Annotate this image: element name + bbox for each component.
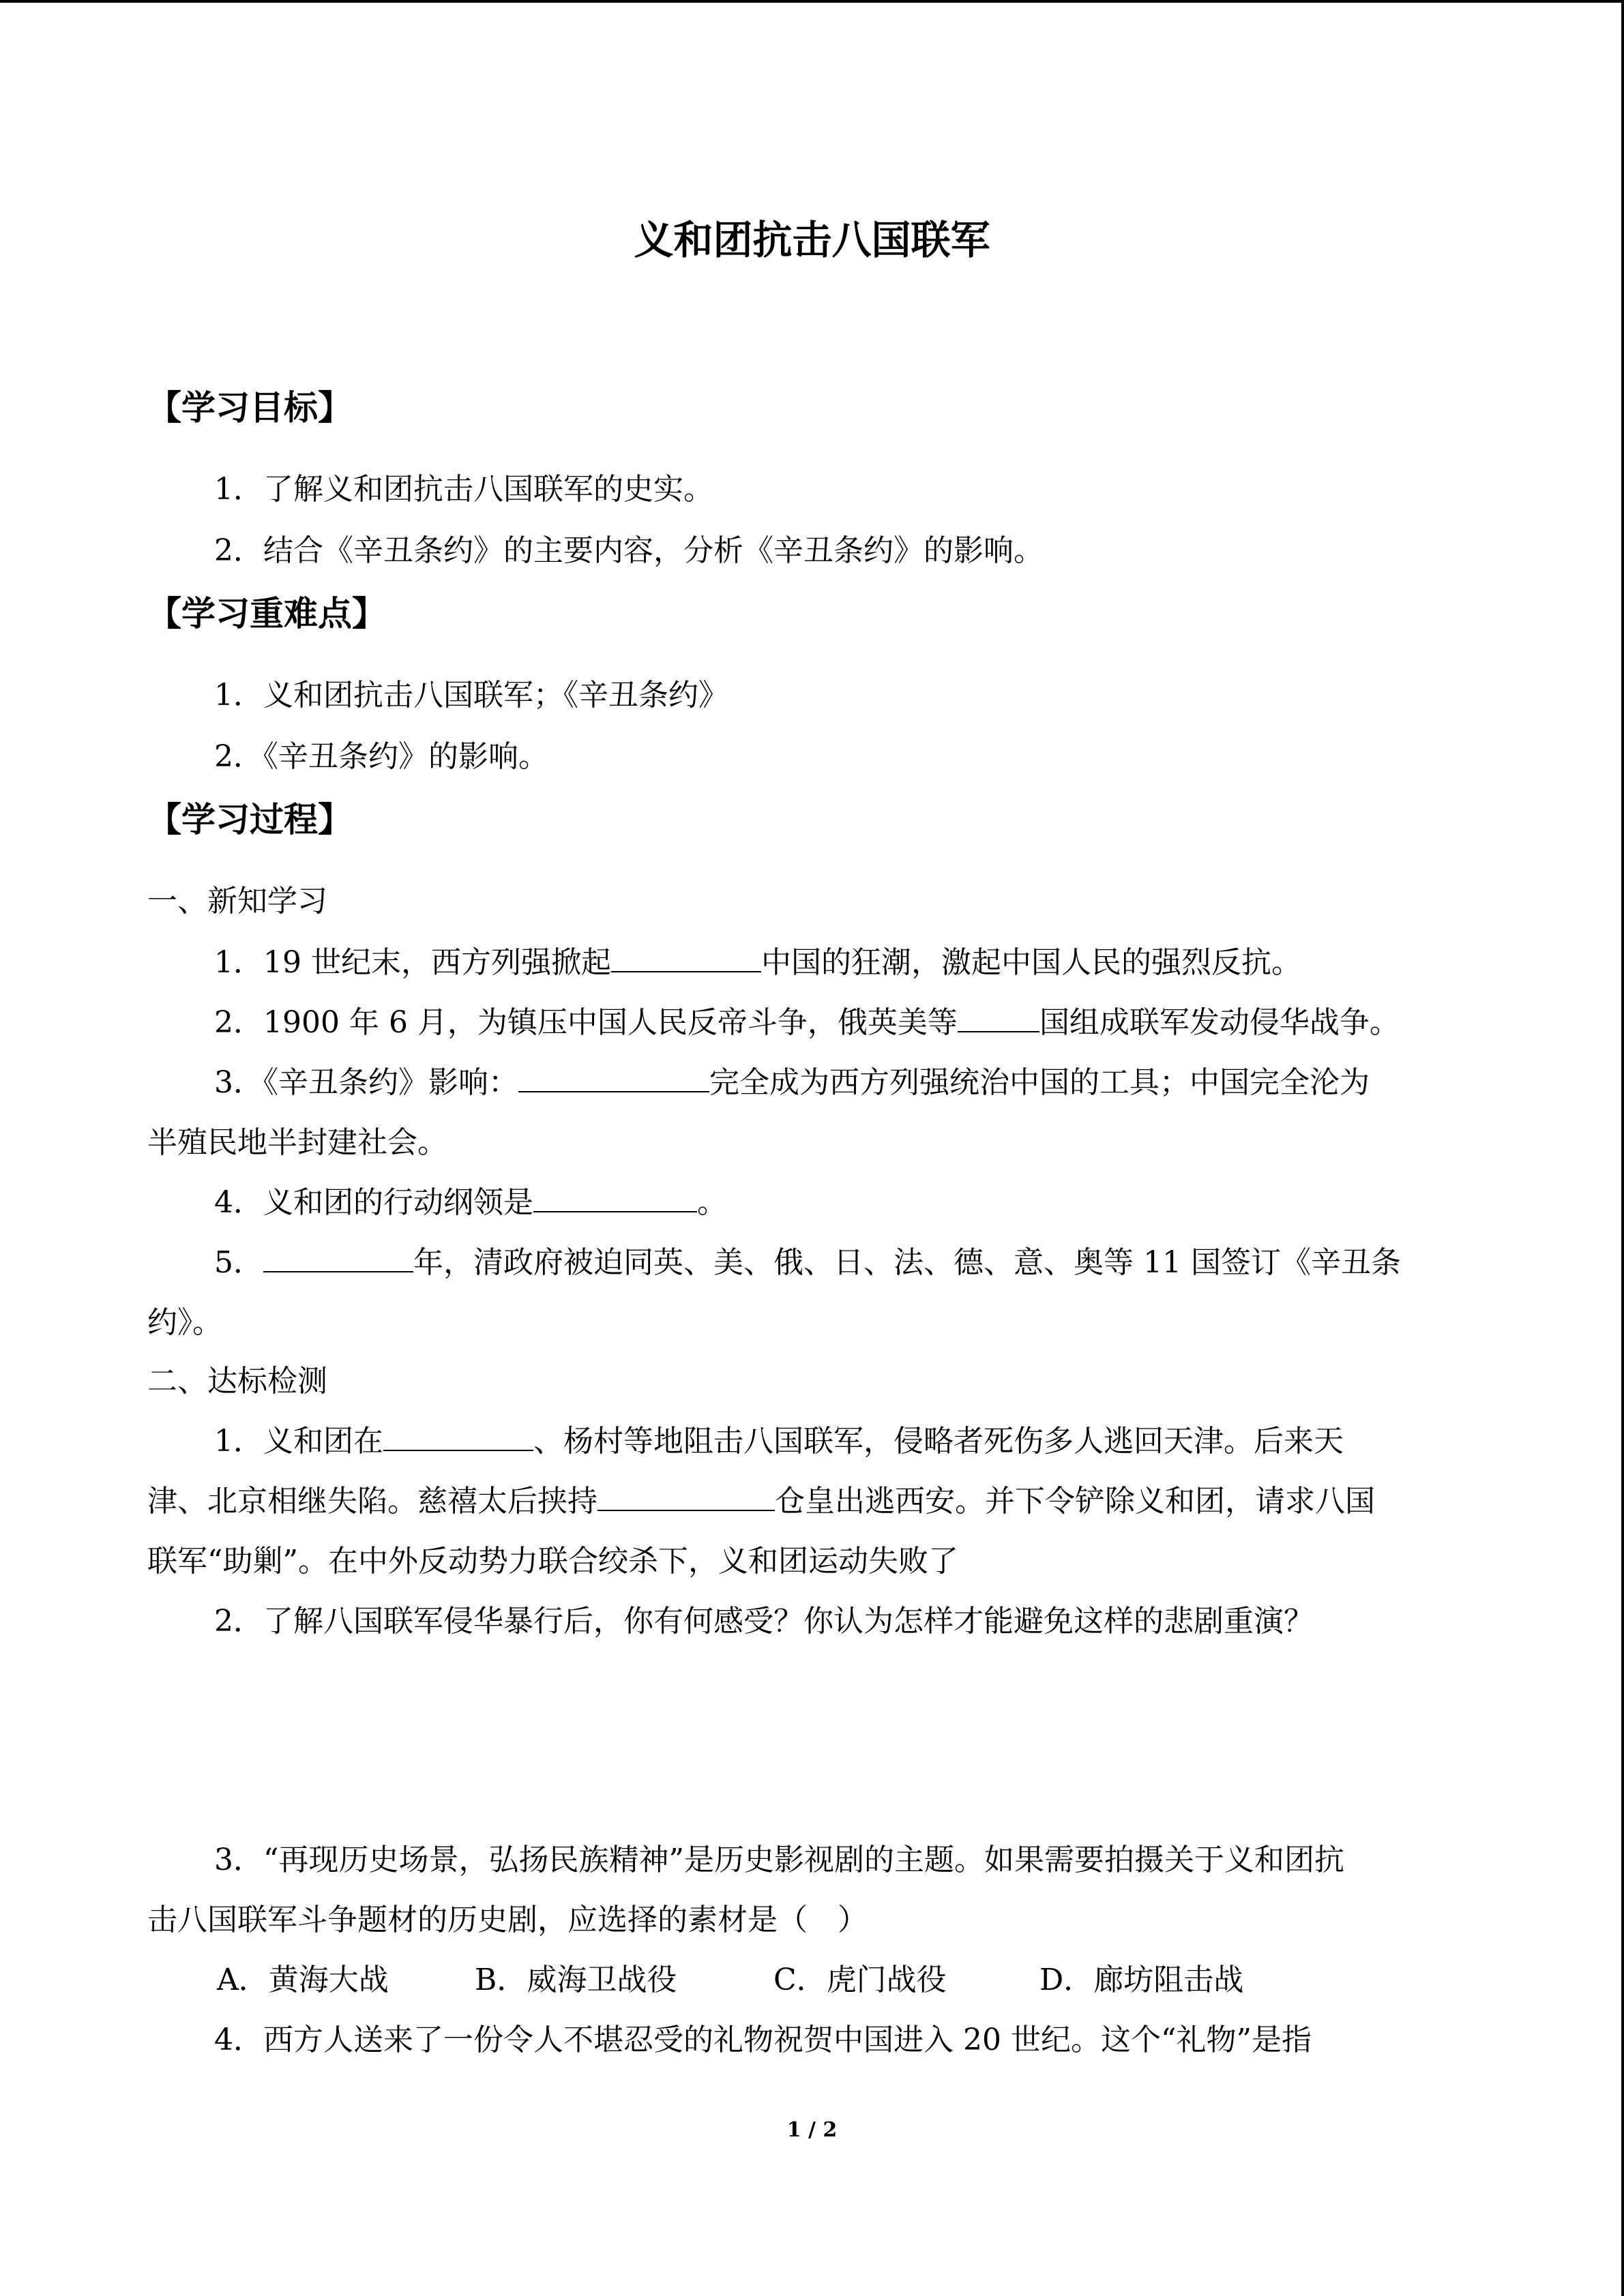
- part2-q1-text-e: 联军“助剿”。在中外反动势力联合绞杀下，义和团运动失败了: [147, 1544, 958, 1579]
- key-point-item-1: 1．义和团抗击八国联军；《辛丑条约》: [214, 678, 728, 713]
- part1-question-4: [214, 1181, 1551, 1225]
- page-title: 义和团抗击八国联军: [634, 217, 990, 263]
- goal-item-1: 1．了解义和团抗击八国联军的史实。: [214, 472, 713, 507]
- part1-q2-text-b: 国组成联军发动侵华战争。: [1039, 1005, 1400, 1040]
- section-heading-goals: 【学习目标】: [147, 387, 352, 428]
- part1-q1-text-b: 中国的狂潮，激起中国人民的强烈反抗。: [761, 945, 1301, 980]
- part1-question-2: [214, 1001, 1551, 1045]
- part2-question-3: 3．“再现历史场景，弘扬民族精神”是历史影视剧的主题。如果需要拍摄关于义和团抗: [214, 1843, 1344, 1877]
- part2-q1-text-c: 津、北京相继失陷。慈禧太后挟持: [147, 1484, 597, 1519]
- key-point-item-2: 2．《辛丑条约》的影响。: [214, 739, 548, 774]
- option-d[interactable]: D．廊坊阻击战: [1039, 1963, 1244, 1997]
- part2-label: 二、达标检测: [147, 1364, 327, 1399]
- part1-label: 一、新知学习: [147, 884, 327, 919]
- part1-q3-text-c: 半殖民地半封建社会。: [147, 1125, 447, 1160]
- answer-blank[interactable]: [611, 941, 761, 972]
- part1-q4-text-b: 。: [697, 1185, 727, 1220]
- part2-question-1: [214, 1420, 1551, 1463]
- part2-question-2: 2．了解八国联军侵华暴行后，你有何感受？你认为怎样才能避免这样的悲剧重演？: [214, 1604, 1314, 1639]
- part1-q3-text-a: 3．《辛丑条约》影响：: [214, 1065, 518, 1100]
- part1-q2-text-a: 2．1900 年 6 月，为镇压中国人民反帝斗争，俄英美等: [214, 1005, 958, 1040]
- part1-q5-text-c: 约》。: [147, 1305, 222, 1340]
- part1-q4-text-a: 4．义和团的行动纲领是: [214, 1185, 533, 1220]
- part2-question-1-line-2: [147, 1480, 1484, 1523]
- answer-blank[interactable]: [518, 1061, 709, 1092]
- part2-q3-options: [217, 1958, 1554, 2002]
- part2-q3-text-b: 击八国联军斗争题材的历史剧，应选择的素材是（ ）: [147, 1903, 868, 1937]
- part1-question-3: [214, 1061, 1551, 1105]
- part1-question-5: [214, 1241, 1551, 1285]
- section-heading-key-points: 【学习重难点】: [147, 593, 386, 633]
- answer-blank[interactable]: [958, 1001, 1039, 1032]
- option-b[interactable]: B．威海卫战役: [475, 1963, 677, 1997]
- answer-blank[interactable]: [533, 1181, 697, 1212]
- page-border-right: [1621, 0, 1624, 2296]
- page-number: 1 / 2: [786, 2118, 838, 2142]
- part1-q5-text-b: 年，清政府被迫同英、美、俄、日、法、德、意、奥等 11 国签订《辛丑条: [413, 1245, 1401, 1280]
- part2-question-4: 4．西方人送来了一份令人不堪忍受的礼物祝贺中国进入 20 世纪。这个“礼物”是指: [214, 2023, 1312, 2057]
- option-c[interactable]: C．虎门战役: [773, 1963, 947, 1997]
- part1-question-1: [214, 941, 1551, 985]
- answer-blank[interactable]: [597, 1480, 775, 1511]
- answer-blank[interactable]: [263, 1241, 413, 1272]
- part1-q3-text-b: 完全成为西方列强统治中国的工具；中国完全沦为: [709, 1065, 1370, 1100]
- part2-q1-text-b: 、杨村等地阻击八国联军，侵略者死伤多人逃回天津。后来天: [533, 1424, 1344, 1459]
- part1-q5-text-a: 5．: [214, 1245, 263, 1280]
- part2-q1-text-a: 1．义和团在: [214, 1424, 383, 1459]
- page-border-top: [0, 0, 1624, 3]
- answer-blank[interactable]: [383, 1420, 533, 1451]
- option-a[interactable]: A．黄海大战: [217, 1963, 389, 1997]
- goal-item-2: 2．结合《辛丑条约》的主要内容，分析《辛丑条约》的影响。: [214, 533, 1044, 568]
- section-heading-process: 【学习过程】: [147, 799, 352, 839]
- part1-q1-text-a: 1．19 世纪末，西方列强掀起: [214, 945, 611, 980]
- part2-q1-text-d: 仓皇出逃西安。并下令铲除义和团，请求八国: [775, 1484, 1375, 1519]
